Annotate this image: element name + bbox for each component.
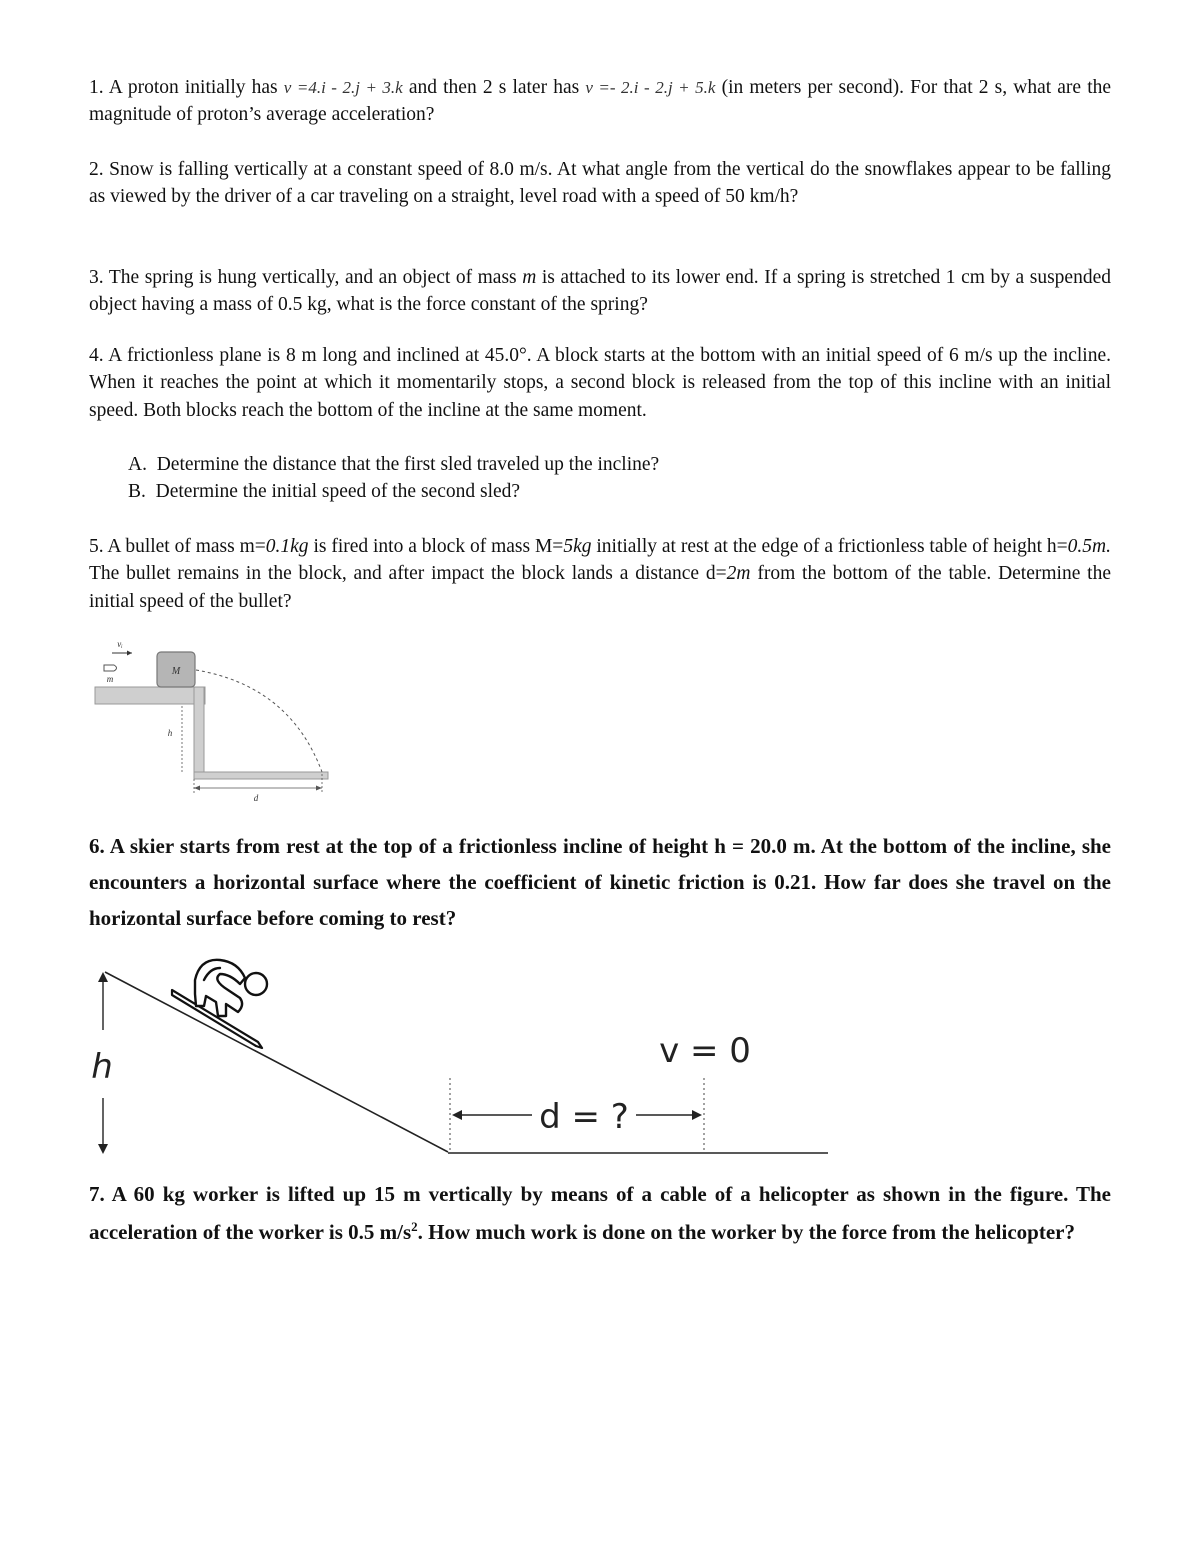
q1-number: 1. [89, 77, 104, 98]
d-arrowhead-right [692, 1110, 702, 1120]
q7-text-b: . How much work is done on the worker by the force from the helicopter? [417, 1219, 1075, 1244]
q5-height: 0.5m. [1067, 536, 1112, 557]
d-arrow-left [194, 786, 200, 791]
h-arrowhead-down [98, 1144, 108, 1154]
q5-text-a: 5. A bullet of mass m= [89, 536, 266, 557]
q4-part-b [128, 478, 520, 505]
q5-text-e: from the bottom of the table. Determine the initial speed of the bullet? [89, 563, 1112, 612]
question-3 [89, 264, 1111, 319]
q1-final-velocity: v =- 2.i - 2.j + 5.k [585, 78, 716, 97]
q1-initial-velocity: v =4.i - 2.j + 3.k [283, 78, 403, 97]
d-label: d = ? [539, 1097, 629, 1137]
incline-surface [105, 972, 448, 1152]
question-7 [89, 1179, 1111, 1248]
q5-text-b: is fired into a block of mass M= [313, 536, 564, 557]
question-6 [89, 828, 1111, 936]
q3-text-b: is attached to its lower end. If a spring is stretched 1 cm by a suspended object having a mass of 0.5 kg, what is the force constant of the spring? [89, 267, 1111, 316]
q7-superscript: 2 [411, 1218, 418, 1234]
q4-part-a-text: Determine the distance that the first sled traveled up the incline? [156, 454, 660, 475]
v-zero-label: v = 0 [659, 1031, 751, 1071]
q7-number: 7. [89, 1182, 105, 1206]
bullet [104, 665, 117, 671]
floor [194, 772, 328, 779]
d-label: d [253, 793, 259, 803]
q5-block-mass: 5kg [563, 536, 592, 557]
vi-label: vᵢ [117, 639, 123, 649]
question-5 [89, 533, 1111, 615]
q6-number: 6. [89, 834, 105, 858]
q5-text-d: The bullet remains in the block, and after impact the block lands a distance d= [89, 563, 727, 585]
bullet-block-figure [90, 636, 340, 806]
h-label: h [167, 728, 173, 738]
q3-text-a: 3. The spring is hung vertically, and an object of mass [89, 267, 517, 288]
q5-text-c: initially at rest at the edge of a frictionless table of height h= [596, 536, 1068, 557]
bullet-m-label: m [106, 674, 114, 684]
q1-text-a: A proton initially has [108, 77, 278, 98]
q6-text: A skier starts from rest at the top of a frictionless incline of height h = 20.0 m. At the bottom of the incline, she encounters a horizontal surface where the coefficient of kinetic friction is 0.21. How far does she travel on the horizontal surface before coming to rest? [89, 834, 1112, 930]
vi-arrowhead [127, 651, 132, 656]
q4-part-a [128, 451, 659, 478]
q4-part-b-label: B. [128, 481, 146, 502]
question-1 [89, 74, 1111, 129]
skier-incline-figure [80, 950, 840, 1165]
q4-part-a-label: A. [128, 454, 147, 475]
q1-text-c: (in meters per second). For that 2 s, what are the magnitude of proton’s average acceleration? [89, 77, 1112, 126]
trajectory-path [196, 670, 322, 772]
q7-text-a: A 60 kg worker is lifted up 15 m vertically by means of a cable of a helicopter as shown in the figure. The acceleration of the worker is 0.5 m/s [89, 1182, 1111, 1244]
d-arrowhead-left [452, 1110, 462, 1120]
q4-part-b-text: Determine the initial speed of the second sled? [155, 481, 521, 502]
skier-icon [172, 960, 267, 1048]
q3-mass-symbol: m [522, 267, 537, 288]
q5-bullet-mass: 0.1kg [265, 536, 309, 557]
h-label: h [91, 1047, 113, 1087]
question-2: 2. Snow is falling vertically at a constant speed of 8.0 m/s. At what angle from the vertical do the snowflakes appear to be falling as viewed by the driver of a car traveling on a straight, level road with a speed of 50 km/h? [89, 159, 1111, 208]
d-arrow-right [316, 786, 322, 791]
table-leg [194, 687, 204, 779]
block-M-label: M [171, 666, 181, 677]
question-4: 4. A frictionless plane is 8 m long and inclined at 45.0°. A block starts at the bottom with an initial speed of 6 m/s up the incline. When it reaches the point at which it momentarily stops, a second block is released from the top of this incline with an initial speed. Both blocks reach the bottom of the incline at the same moment. [89, 345, 1111, 421]
q1-text-b: and then 2 s later has [408, 77, 580, 98]
q5-distance: 2m [726, 563, 751, 585]
table-top [95, 687, 205, 704]
